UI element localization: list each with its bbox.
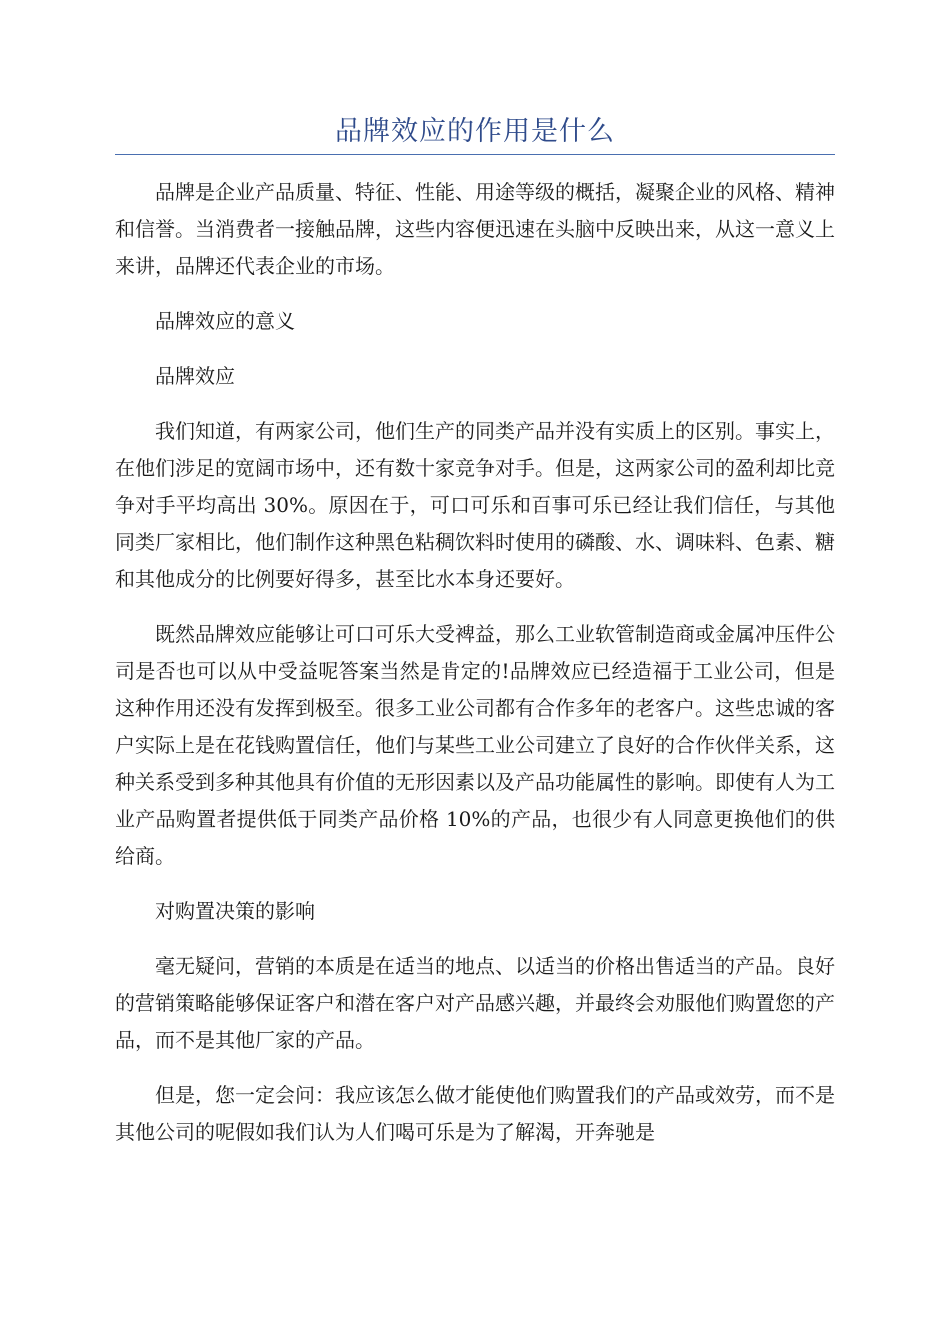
document-title: 品牌效应的作用是什么 — [335, 116, 615, 147]
paragraph-industrial-companies: 既然品牌效应能够让可口可乐大受裨益，那么工业软管制造商或金属冲压件公司是否也可以从中受益呢答案当然是肯定的!品牌效应已经造福于工业公司，但是这种作用还没有发挥到极至。很多工业公司都有合作多年的老客户。这些忠诚的客户实际上是在花钱购置信任，他们与某些工业公司建立了良好的合作伙伴关系，这种关系受到多种其他具有价值的无形因素以及产品功能属性的影响。即使有人为工业产品购置者提供低于同类产品价格 10%的产品，也很少有人同意更换他们的供给商。 — [115, 622, 835, 868]
paragraph-question: 但是，您一定会问：我应该怎么做才能使他们购置我们的产品或效劳，而不是其他公司的呢假如我们认为人们喝可乐是为了解渴，开奔驰是 — [115, 1083, 835, 1144]
title-underline — [115, 154, 835, 155]
heading-brand-effect: 品牌效应 — [155, 364, 235, 388]
heading-brand-effect-meaning: 品牌效应的意义 — [155, 309, 295, 333]
paragraph-intro: 品牌是企业产品质量、特征、性能、用途等级的概括，凝聚企业的风格、精神和信誉。当消费者一接触品牌，这些内容便迅速在头脑中反映出来，从这一意义上来讲，品牌还代表企业的市场。 — [115, 180, 835, 278]
paragraph-marketing-essence: 毫无疑问，营销的本质是在适当的地点、以适当的价格出售适当的产品。良好的营销策略能够保证客户和潜在客户对产品感兴趣，并最终会劝服他们购置您的产品，而不是其他厂家的产品。 — [115, 954, 835, 1052]
document-body — [115, 174, 835, 1169]
paragraph-two-companies: 我们知道，有两家公司，他们生产的同类产品并没有实质上的区别。事实上，在他们涉足的宽阔市场中，还有数十家竞争对手。但是，这两家公司的盈利却比竞争对手平均高出 30%。原因在于，可口可乐和百事可乐已经让我们信任，与其他同类厂家相比，他们制作这种黑色粘稠饮料时使用的磷酸、水、调味料、色素、糖和其他成分的比例要好得多，甚至比水本身还要好。 — [115, 419, 835, 591]
heading-purchase-decision: 对购置决策的影响 — [155, 899, 315, 923]
